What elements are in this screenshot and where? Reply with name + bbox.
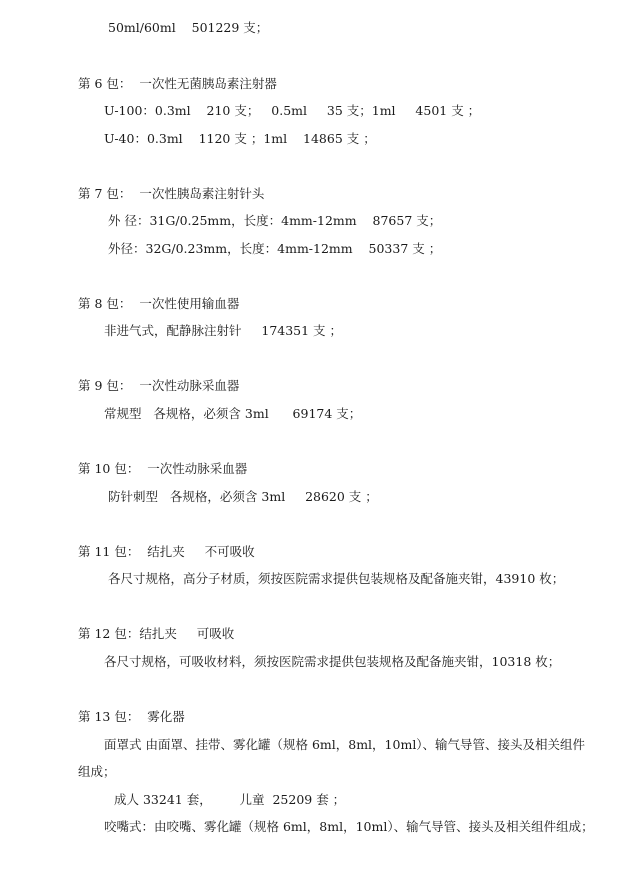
text-line-32g: 外径：32G/0.23mm，长度：4mm-12mm 50337 支 ； (108, 241, 442, 256)
text-line-regular-type: 常规型 各规格，必须含 3ml 69174 支； (104, 406, 362, 421)
package-8-heading: 第 8 包： 一次性使用输血器 (78, 296, 240, 311)
package-9-heading: 第 9 包： 一次性动脉采血器 (78, 378, 240, 393)
package-7-heading: 第 7 包： 一次性胰岛素注射针头 (78, 186, 265, 201)
text-line-adult-child: 成人 33241 套， 儿童 25209 套 ； (114, 792, 346, 807)
package-6-heading: 第 6 包： 一次性无菌胰岛素注射器 (78, 76, 277, 91)
package-13-heading: 第 13 包： 雾化器 (78, 709, 185, 724)
package-12-heading: 第 12 包：结扎夹 可吸收 (78, 626, 235, 641)
text-line-u100: U-100：0.3ml 210 支； 0.5ml 35 支；1ml 4501 支 ； (104, 103, 481, 118)
text-line-syringe-50ml: 50ml/60ml 501229 支； (108, 20, 269, 35)
package-11-heading: 第 11 包： 结扎夹 不可吸收 (78, 544, 255, 559)
text-line-nonabsorbable-spec: 各尺寸规格，高分子材质，须按医院需求提供包装规格及配备施夹钳，43910 枚； (108, 571, 565, 586)
text-line-mask-type-cont: 组成； (78, 764, 116, 779)
text-line-u40: U-40：0.3ml 1120 支 ；1ml 14865 支 ； (104, 131, 376, 146)
text-line-31g: 外 径：31G/0.25mm，长度：4mm-12mm 87657 支； (108, 213, 442, 228)
text-line-transfusion: 非进气式，配静脉注射针 174351 支 ； (104, 323, 343, 338)
text-line-needle-safe: 防针刺型 各规格，必须含 3ml 28620 支 ； (108, 489, 378, 504)
text-line-mask-type: 面罩式 由面罩、挂带、雾化罐（规格 6ml，8ml，10ml）、输气导管、接头及相关组件 (104, 737, 586, 752)
text-line-mouthpiece-type: 咬嘴式：由咬嘴、雾化罐（规格 6ml，8ml，10ml）、输气导管、接头及相关组件组成； (104, 819, 594, 834)
package-10-heading: 第 10 包： 一次性动脉采血器 (78, 461, 248, 476)
text-line-absorbable-spec: 各尺寸规格，可吸收材料，须按医院需求提供包装规格及配备施夹钳，10318 枚； (104, 654, 561, 669)
